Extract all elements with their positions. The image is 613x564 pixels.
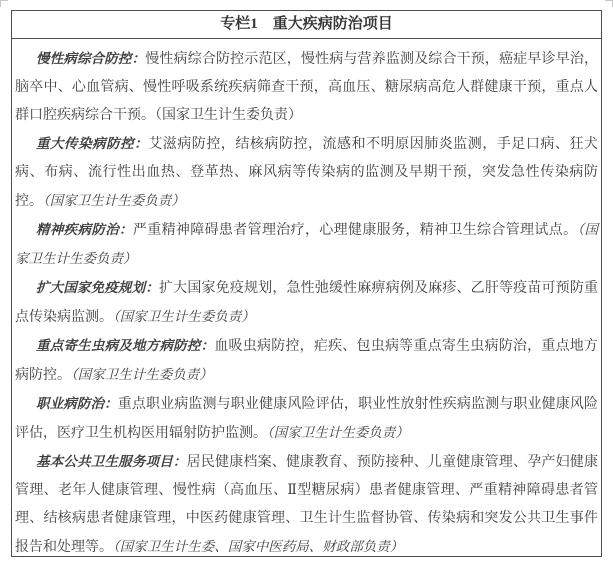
responsible-agency: （国家卫生计生委负责） [71, 367, 213, 382]
paragraph-lead: 扩大国家免疫规划： [36, 280, 159, 295]
cropped-border-corner-left [0, 0, 8, 7]
paragraph-text: 重点职业病监测与职业健康风险评估，职业性放射性疾病监测与职业健康风险评估，医疗卫生机构医用辐射防护监测。 [15, 397, 599, 441]
paragraph-lead: 重点寄生虫病及地方病防控： [36, 338, 215, 353]
paragraph [15, 332, 598, 390]
paragraph [15, 216, 598, 274]
responsible-agency: （国家卫生计生委负责） [15, 222, 599, 266]
paragraph-text: 扩大国家免疫规划，急性弛缓性麻痹病例及麻疹、乙肝等疫苗可预防重点传染病监测。 [15, 281, 598, 325]
paragraph [15, 274, 598, 332]
paragraph-lead: 慢性病综合防控： [36, 51, 146, 66]
paragraph-text: 慢性病综合防控示范区，慢性病与营养监测及综合干预，癌症早诊早治，脑卒中、心血管病、慢性呼吸系统疾病筛查干预，高血压、糖尿病高危人群健康干预，重点人群口腔疾病综合干预。 [15, 52, 599, 123]
paragraph-lead: 精神疾病防治： [36, 222, 133, 237]
column-box-body [12, 39, 601, 562]
responsible-agency: （国家卫生计生委负责） [155, 108, 302, 123]
paragraph-lead: 重大传染病防控： [36, 136, 149, 151]
paragraph [15, 390, 598, 448]
paragraph [15, 130, 598, 216]
responsible-agency: （国家卫生计生委、国家中医药局、财政部负责） [113, 539, 404, 554]
cropped-border-corner-right [605, 0, 613, 7]
responsible-agency: （国家卫生计生委负责） [113, 309, 255, 324]
paragraph [15, 45, 598, 130]
paragraph-text: 血吸虫病防控，疟疾、包虫病等重点寄生虫病防治，重点地方病防控。 [15, 339, 599, 383]
paragraph [15, 448, 598, 562]
paragraph-text: 严重精神障碍患者管理治疗，心理健康服务，精神卫生综合管理试点。 [132, 223, 578, 238]
responsible-agency: （国家卫生计生委负责） [43, 193, 185, 208]
responsible-agency: （国家卫生计生委负责） [267, 425, 409, 440]
paragraph-text: 艾滋病防控，结核病防控，流感和不明原因肺炎监测，手足口病、狂犬病、布病、流行性出血热、登革热、麻风病等传染病的监测及早期干预，突发急性传染病防控。 [15, 137, 599, 209]
paragraph-text: 居民健康档案、健康教育、预防接种、儿童健康管理、孕产妇健康管理、老年人健康管理、慢性病（高血压、Ⅱ型糖尿病）患者健康管理、严重精神障碍患者管理、结核病患者健康管理，中医药健康管理、卫生计生监督协管、传染病和突发公共卫生事件报告和处理等。 [15, 455, 599, 555]
paragraph-lead: 职业病防治： [36, 396, 118, 411]
column-box [11, 10, 602, 557]
paragraph-lead: 基本公共卫生服务项目： [36, 454, 187, 469]
column-box-title: 专栏1 重大疾病防治项目 [12, 11, 601, 39]
